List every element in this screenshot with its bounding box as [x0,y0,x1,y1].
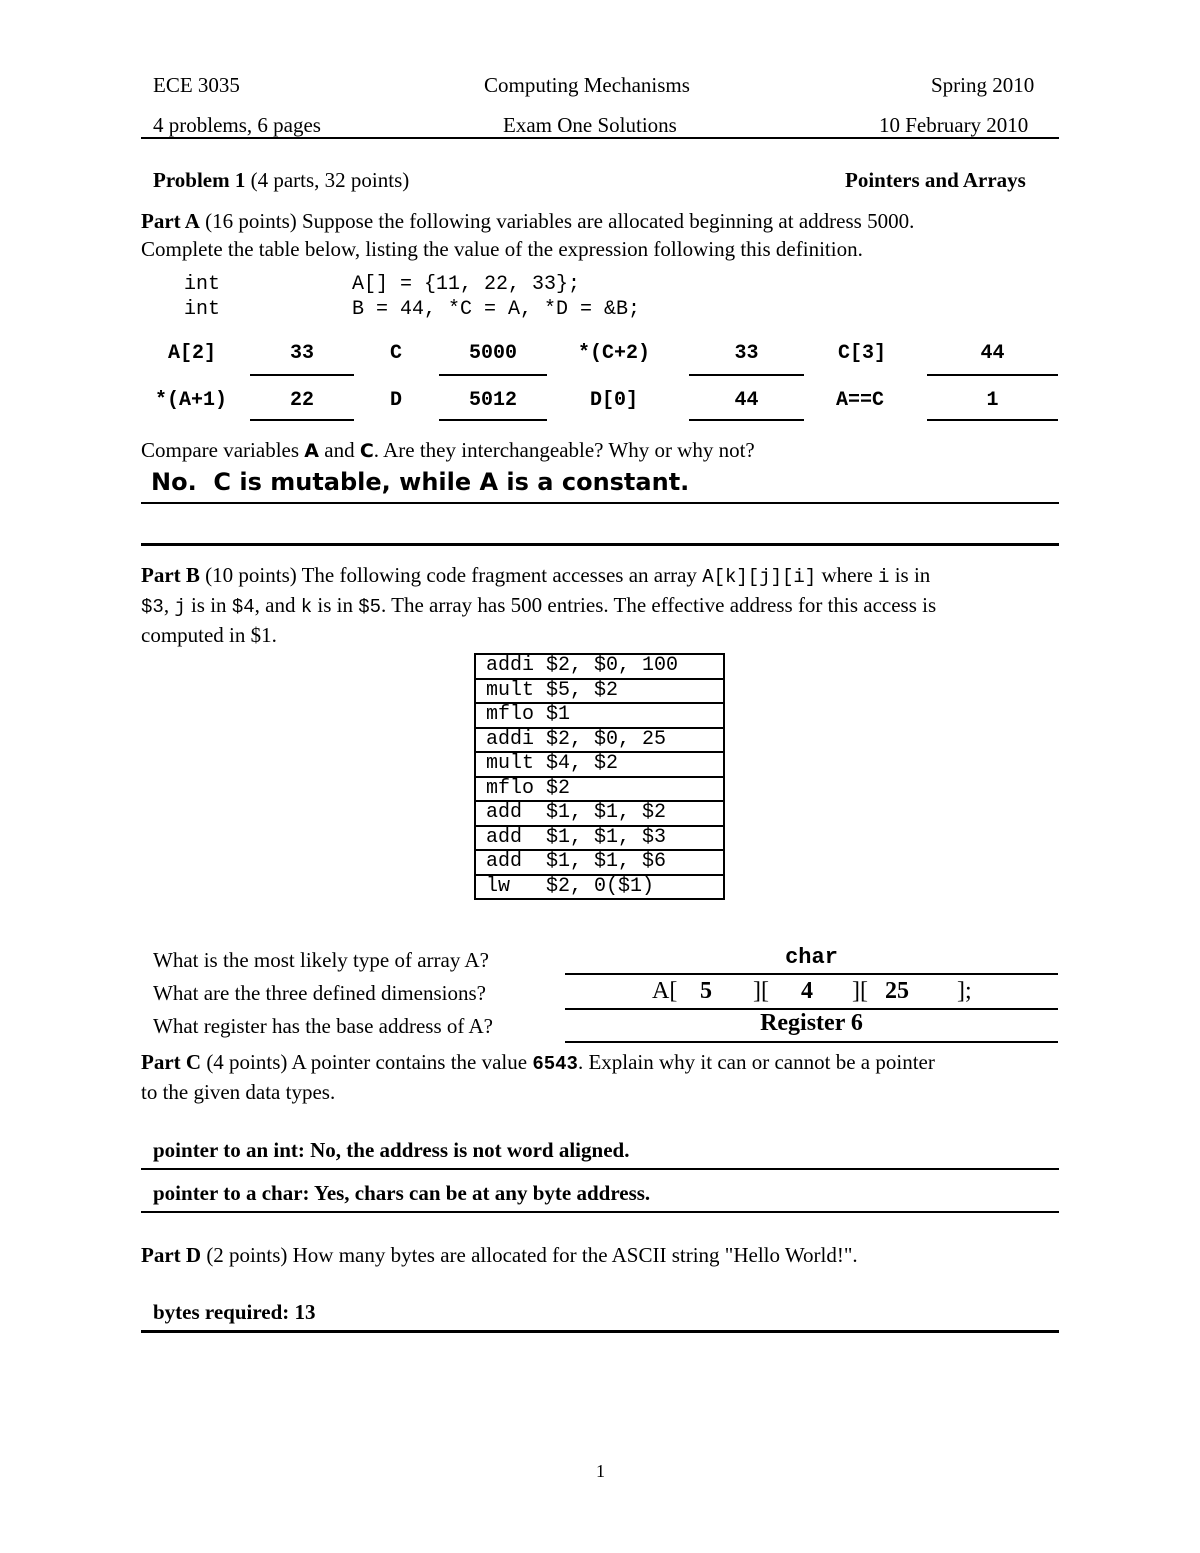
pointer-value: 6543 [532,1053,578,1075]
code-cell: mflo $2 [475,777,724,802]
problem-topic: Pointers and Arrays [845,168,1026,192]
problems-pages: 4 problems, 6 pages [153,113,321,137]
code-row [475,826,724,851]
answer-bytes-required: bytes required: 13 [153,1300,316,1324]
expr-d: D [390,389,403,412]
code-cell: mult $5, $2 [475,679,724,704]
compare-question [141,436,1061,465]
answer-line [565,973,1058,975]
code-cell: mult $4, $2 [475,752,724,777]
code-type-2: int [184,298,221,321]
code-cell: addi $2, $0, 25 [475,728,724,753]
answer-line [250,419,354,421]
problem-points: (4 parts, 32 points) [245,168,410,192]
code-cell: lw $2, 0($1) [475,875,724,900]
answer-line [927,419,1058,421]
expr-a-plus-1: *(A+1) [155,389,228,412]
part-b-intro [141,561,1061,649]
code-cell: add $1, $1, $6 [475,850,724,875]
course-code: ECE 3035 [153,73,240,97]
page-number: 1 [596,1461,605,1481]
part-a-text-2: Complete the table below, listing the value of the expression following this definition. [141,237,863,261]
answer-pointer-char: pointer to a char: Yes, chars can be at any byte address. [153,1181,651,1205]
expr-c-plus-2: *(C+2) [578,342,651,365]
code-row [475,875,724,900]
code-row [475,752,724,777]
dims-sep-1: ][ [753,978,769,1004]
expr-a-eq-c: A==C [836,389,885,412]
answer-line [439,419,547,421]
expr-d0: D[0] [590,389,639,412]
answer-line [565,1041,1058,1043]
dim-2: 4 [801,978,813,1004]
part-d-label: Part D [141,1243,202,1267]
problem-number: Problem 1 [153,168,246,192]
value-a-plus-1: 22 [289,389,314,412]
code-row [475,728,724,753]
dims-prefix: A[ [652,978,678,1004]
dims-sep-2: ][ [852,978,868,1004]
part-b-sep-d: is in [312,593,359,617]
dim-3: 25 [885,978,909,1004]
dims-suffix: ]; [957,978,972,1004]
part-b-text-2: where [816,563,879,587]
part-b-text-4: . The array has 500 entries. The effective address for this access is [381,593,937,617]
part-a-text-1: (16 points) Suppose the following variables are allocated beginning at address 5000. [199,209,915,233]
code-decl-2: B = 44, *C = A, *D = &B; [352,298,641,321]
compare-answer: No. C is mutable, while A is a constant. [151,468,690,496]
expr-c: C [390,342,403,365]
part-c-text-2: . Explain why it can or cannot be a pointer [577,1050,935,1074]
code-row [475,850,724,875]
part-b-text-1: (10 points) The following code fragment accesses an array [199,563,703,587]
reg-4: $4 [231,596,255,618]
reg-5: $5 [358,596,382,618]
reg-3: $3 [141,596,164,618]
part-b-var-i: i [878,566,890,588]
course-title: Computing Mechanisms [484,73,690,97]
part-b-sep-b: is in [185,593,232,617]
part-a-intro [141,207,1061,263]
compare-var-c: C [359,440,374,462]
question-dimensions: What are the three defined dimensions? [153,981,486,1005]
header-rule [141,137,1059,139]
term: Spring 2010 [931,73,1035,97]
code-row [475,703,724,728]
value-c3: 44 [980,342,1005,365]
answer-line [141,1168,1059,1170]
answer-line [689,419,804,421]
code-decl-1: A[] = {11, 22, 33}; [352,273,581,296]
value-a2: 33 [289,342,314,365]
value-c: 5000 [468,342,517,365]
part-c-text-1: (4 points) A pointer contains the value [201,1050,533,1074]
part-b-var-j: j [174,596,186,618]
value-d: 5012 [468,389,517,412]
part-b-label: Part B [141,563,200,587]
assembly-code-table [474,653,725,900]
part-separator [141,543,1059,546]
answer-line [439,374,547,376]
expr-c3: C[3] [838,342,887,365]
code-row [475,679,724,704]
question-array-type: What is the most likely type of array A? [153,948,489,972]
answer-base-register: Register 6 [760,1010,863,1036]
value-a-eq-c: 1 [986,389,999,412]
code-row [475,654,724,679]
code-row [475,801,724,826]
exam-date: 10 February 2010 [879,113,1029,137]
part-d-intro [141,1241,1061,1269]
value-d0: 44 [734,389,759,412]
answer-line [927,374,1058,376]
value-c-plus-2: 33 [734,342,759,365]
answer-line [141,1330,1059,1333]
compare-var-a: A [304,440,319,462]
answer-line [250,374,354,376]
expr-a2: A[2] [168,342,217,365]
question-base-register: What register has the base address of A? [153,1014,493,1038]
part-b-var-k: k [300,596,313,618]
compare-answer-line [141,502,1059,504]
code-cell: add $1, $1, $2 [475,801,724,826]
answer-line [689,374,804,376]
code-cell: add $1, $1, $3 [475,826,724,851]
code-cell: addi $2, $0, 100 [475,654,724,679]
code-type-1: int [184,273,221,296]
exam-title: Exam One Solutions [503,113,677,137]
code-row [475,777,724,802]
part-a-label: Part A [141,209,200,233]
compare-text-1: Compare variables [141,438,305,462]
answer-line [141,1211,1059,1213]
part-b-sep-a: , [163,593,175,617]
compare-text-and: and [319,438,360,462]
compare-text-2: . Are they interchangeable? Why or why not? [373,438,755,462]
answer-pointer-int: pointer to an int: No, the address is not word aligned. [153,1138,630,1162]
dim-1: 5 [700,978,712,1004]
problem-title [153,168,409,193]
part-b-text-5: computed in $1. [141,623,277,647]
code-cell: mflo $1 [475,703,724,728]
part-b-sep-c: , and [254,593,301,617]
part-c-text-3: to the given data types. [141,1080,336,1104]
answer-array-type: char [785,945,838,970]
part-b-array-expr: A[k][j][i] [702,566,817,588]
part-b-text-3: is in [889,563,931,587]
part-c-intro [141,1048,1061,1106]
part-c-label: Part C [141,1050,202,1074]
part-d-text: (2 points) How many bytes are allocated for the ASCII string "Hello World!". [201,1243,858,1267]
